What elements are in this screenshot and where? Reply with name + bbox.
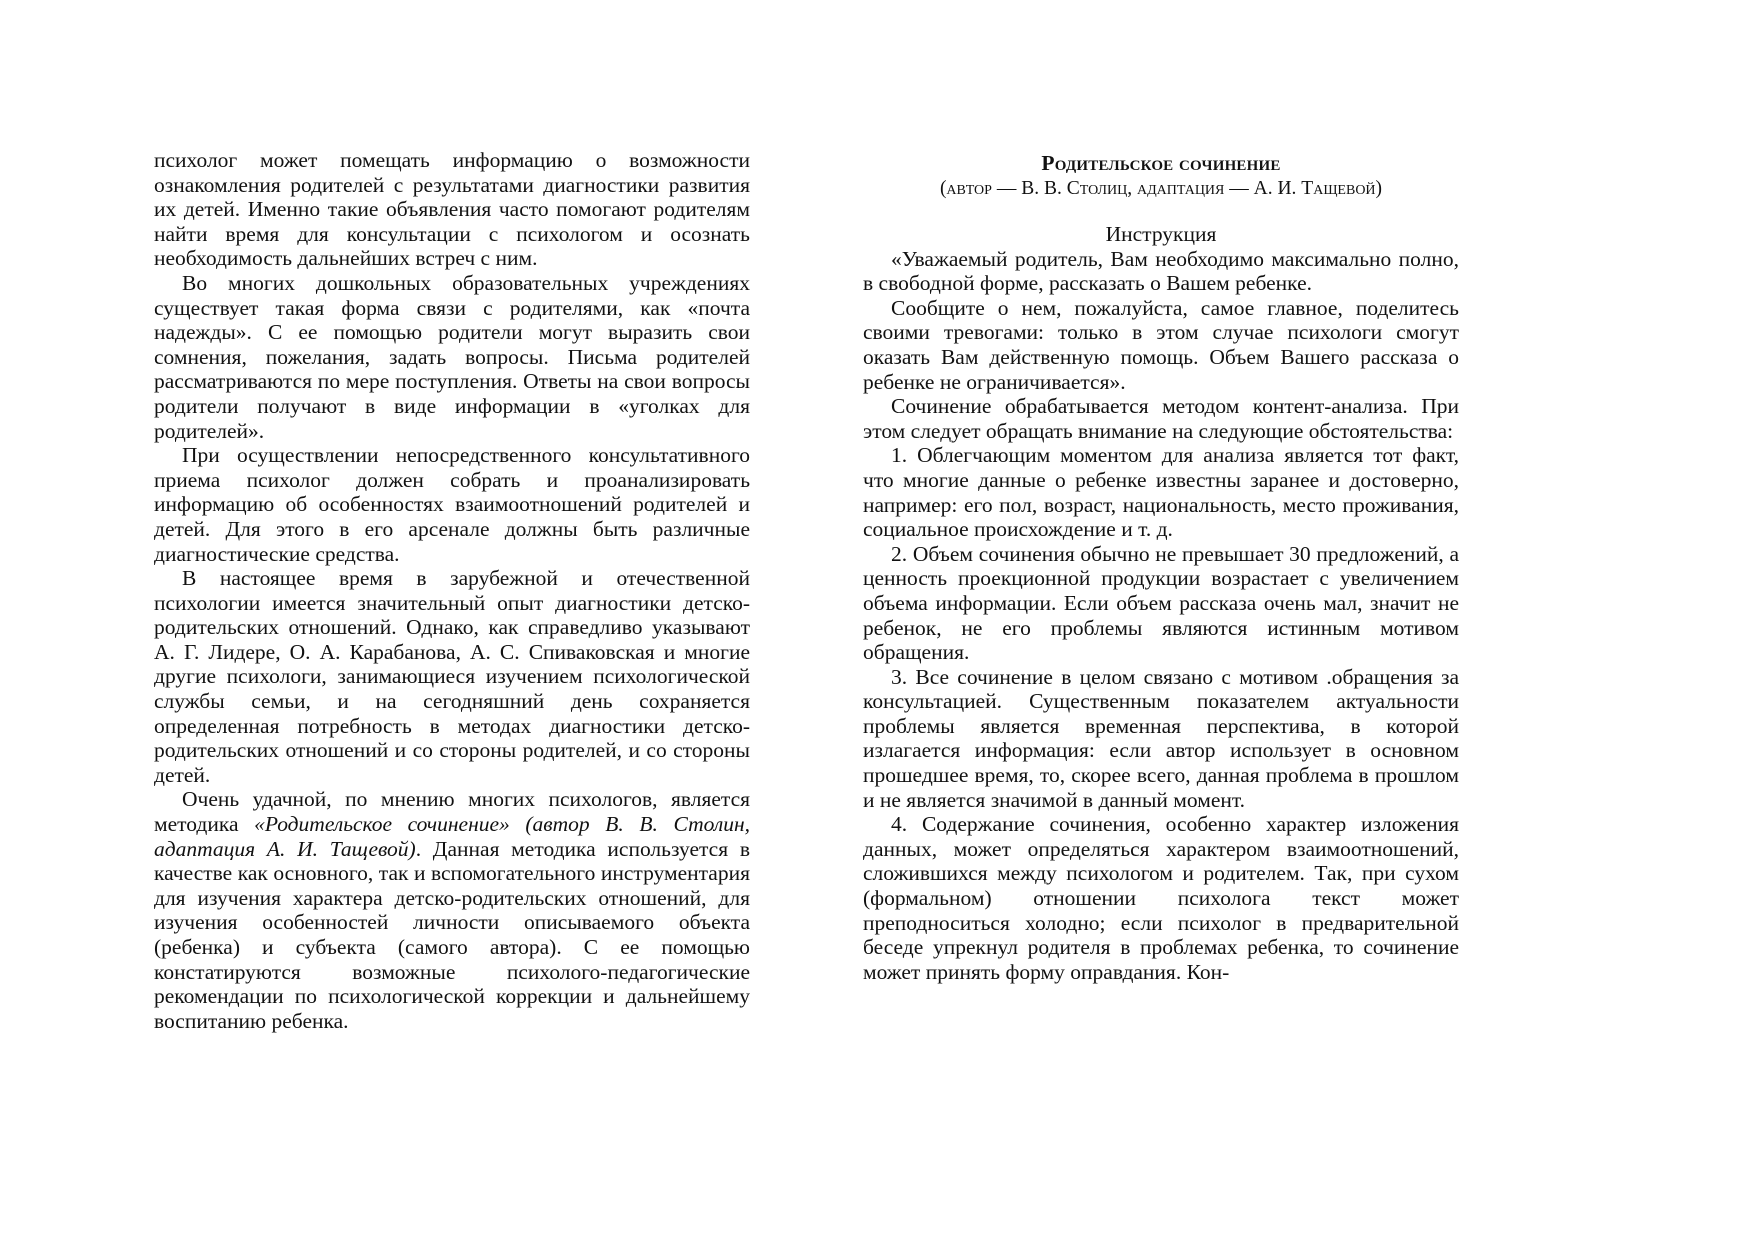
right-page-column bbox=[863, 150, 1459, 984]
section-subtitle: (автор — В. В. Столиц, адаптация — А. И. Тащевой) bbox=[939, 178, 1383, 199]
right-list-item-4: 4. Содержание сочинения, особенно характер изложения данных, может определяться характером взаимоотношений, сложившихся между психологом и родителем. Так, при сухом (формальном) отношении психолога текст может преподноситься холодно; если психолог в предварительной беседе упрекнул родителя в проблемах ребенка, то сочинение может принять форму оправдания. Кон- bbox=[863, 812, 1459, 984]
left-paragraph-5-after: . Данная методика используется в качестве как основного, так и вспомогательного инструментария для изучения характера детско-родительских отношений, для изучения особенностей личности описываемого объекта (ребенка) и субъекта (самого автора). С ее помощью констатируются возможные психолого-педагогические рекомендации по психологической коррекции и дальнейшему воспитанию ребенка. bbox=[154, 836, 750, 1033]
left-paragraph-2: Во многих дошкольных образовательных учреждениях существует такая форма связи с родителями, как «почта надежды». С ее помощью родители могут выразить свои сомнения, пожелания, задать вопросы. Письма родителей рассматриваются по мере поступления. Ответы на свои вопросы родители получают в виде информации в «уголках для родителей». bbox=[154, 270, 750, 443]
left-page-column bbox=[154, 148, 750, 1033]
right-paragraph-3: Сочинение обрабатывается методом контент-анализа. При этом следует обращать внимание на следующие обстоятельства: bbox=[863, 394, 1459, 443]
left-paragraph-4: В настоящее время в зарубежной и отечественной психологии имеется значительный опыт диагностики детско-родительских отношений. Однако, как справедливо указывают А. Г. Лидере, О. А. Карабанова, А. С. Спиваковская и многие другие психологи, занимающиеся изучением психологической службы семьи, и на сегодняшний день сохраняется определенная потребность в методах диагностики детско-родительских отношений и со стороны родителей, и со стороны детей. bbox=[154, 566, 750, 787]
right-paragraph-1: «Уважаемый родитель, Вам необходимо максимально полно, в свободной форме, рассказать о Вашем ребенке. bbox=[863, 246, 1459, 296]
left-paragraph-5-before: Очень удачной, по мнению многих психологов, является методика bbox=[154, 787, 750, 837]
left-paragraph-1: психолог может помещать информацию о возможности ознакомления родителей с результатами диагностики развития их детей. Именно такие объявления часто помогают родителям найти время для консультации с психологом и осознать необходимость дальнейших встреч с ним. bbox=[154, 148, 750, 271]
left-paragraph-5 bbox=[154, 787, 750, 1033]
right-list-item-1: 1. Облегчающим моментом для анализа является тот факт, что многие данные о ребенке известны заранее и достоверно, например: его пол, возраст, национальность, место проживания, социальное происхождение и т. д. bbox=[863, 443, 1459, 542]
instruction-heading: Инструкция bbox=[1105, 222, 1217, 246]
right-list-item-3: 3. Все сочинение в целом связано с мотивом .обращения за консультацией. Существенным показателем актуальности проблемы является временная перспектива, в которой излагается информация: если автор использует в основном прошедшее время, то, скорее всего, данная проблема в прошлом и не является значимой в данный момент. bbox=[863, 664, 1459, 812]
right-list-item-2: 2. Объем сочинения обычно не превышает 30 предложений, а ценность проекционной продукции возрастает с увеличением объема информации. Если объем рассказа очень мал, значит не ребенок, не его проблемы являются истинным мотивом обращения. bbox=[863, 541, 1459, 665]
section-title: Родительское сочинение bbox=[1041, 151, 1281, 175]
method-citation-italic: «Родительское сочинение» (автор В. В. Столин, адаптация А. И. Тащевой) bbox=[154, 812, 750, 861]
right-paragraph-2: Сообщите о нем, пожалуйста, самое главное, поделитесь своими тревогами: только в этом случае психологи смогут оказать Вам действенную помощь. Объем Вашего рассказа о ребенке не ограничивается». bbox=[863, 295, 1459, 394]
left-paragraph-3: При осуществлении непосредственного консультативного приема психолог должен собрать и проанализировать информацию об особенностях взаимоотношений родителей и детей. Для этого в его арсенале должны быть различные диагностические средства. bbox=[154, 443, 750, 566]
